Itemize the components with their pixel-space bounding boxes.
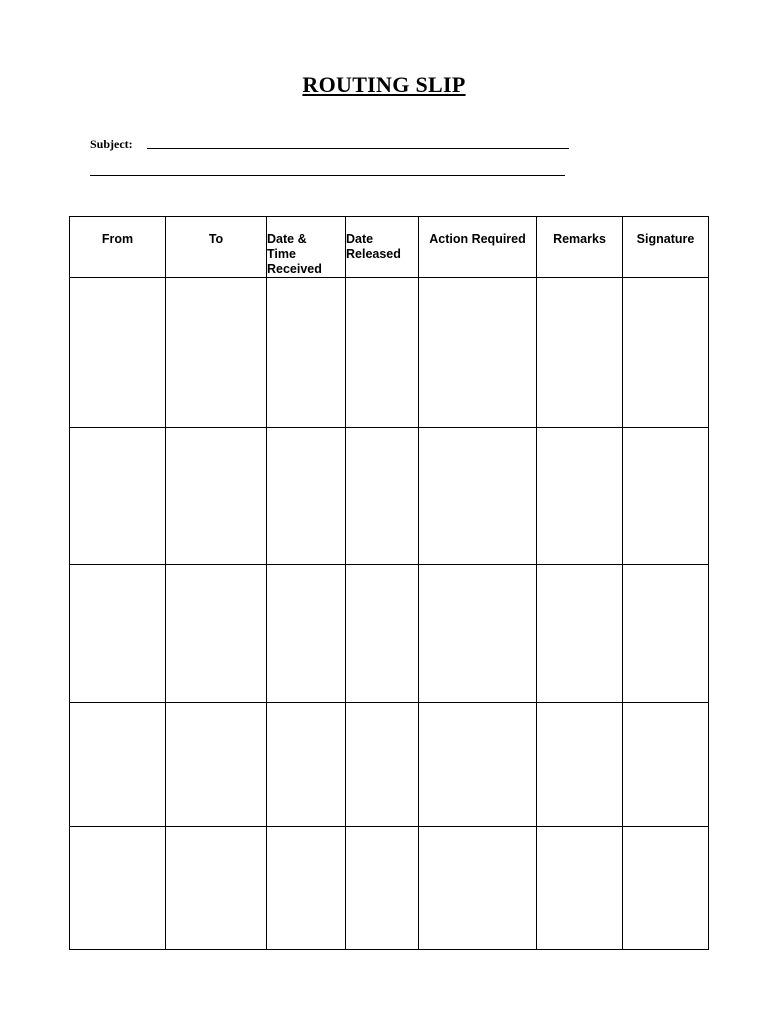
cell-signature[interactable] [623, 428, 709, 565]
table-row [70, 565, 709, 703]
cell-to[interactable] [166, 428, 267, 565]
cell-to[interactable] [166, 827, 267, 950]
subject-field-line-1[interactable] [147, 148, 569, 149]
cell-from[interactable] [70, 565, 166, 703]
cell-date-time-received[interactable] [267, 428, 346, 565]
header-remarks: Remarks [537, 217, 623, 278]
cell-to[interactable] [166, 703, 267, 827]
cell-signature[interactable] [623, 703, 709, 827]
cell-date-time-received[interactable] [267, 703, 346, 827]
header-date-time-received-label: Date & Time Received [267, 232, 322, 276]
cell-date-time-received[interactable] [267, 278, 346, 428]
header-from: From [70, 217, 166, 278]
cell-date-released[interactable] [346, 565, 419, 703]
cell-to[interactable] [166, 565, 267, 703]
cell-action-required[interactable] [419, 827, 537, 950]
cell-from[interactable] [70, 428, 166, 565]
cell-action-required[interactable] [419, 703, 537, 827]
cell-remarks[interactable] [537, 703, 623, 827]
cell-remarks[interactable] [537, 565, 623, 703]
cell-to[interactable] [166, 278, 267, 428]
header-signature: Signature [623, 217, 709, 278]
table-row [70, 827, 709, 950]
cell-signature[interactable] [623, 278, 709, 428]
cell-remarks[interactable] [537, 827, 623, 950]
cell-signature[interactable] [623, 827, 709, 950]
header-date-released [346, 217, 419, 278]
cell-remarks[interactable] [537, 428, 623, 565]
cell-date-released[interactable] [346, 278, 419, 428]
header-date-time-received [267, 217, 346, 278]
header-date-released-label: Date Released [346, 232, 401, 261]
routing-table [69, 216, 709, 950]
cell-action-required[interactable] [419, 565, 537, 703]
cell-date-released[interactable] [346, 703, 419, 827]
cell-action-required[interactable] [419, 428, 537, 565]
cell-date-released[interactable] [346, 428, 419, 565]
table-row [70, 703, 709, 827]
header-action-required: Action Required [419, 217, 537, 278]
header-to: To [166, 217, 267, 278]
cell-date-time-received[interactable] [267, 565, 346, 703]
cell-date-released[interactable] [346, 827, 419, 950]
subject-field-line-2[interactable] [90, 175, 565, 176]
cell-signature[interactable] [623, 565, 709, 703]
subject-label: Subject: [90, 137, 133, 151]
cell-from[interactable] [70, 278, 166, 428]
document-title: ROUTING SLIP [302, 72, 466, 97]
cell-remarks[interactable] [537, 278, 623, 428]
cell-date-time-received[interactable] [267, 827, 346, 950]
table-row [70, 278, 709, 428]
cell-from[interactable] [70, 703, 166, 827]
table-header-row [70, 217, 709, 278]
table-row [70, 428, 709, 565]
cell-action-required[interactable] [419, 278, 537, 428]
cell-from[interactable] [70, 827, 166, 950]
